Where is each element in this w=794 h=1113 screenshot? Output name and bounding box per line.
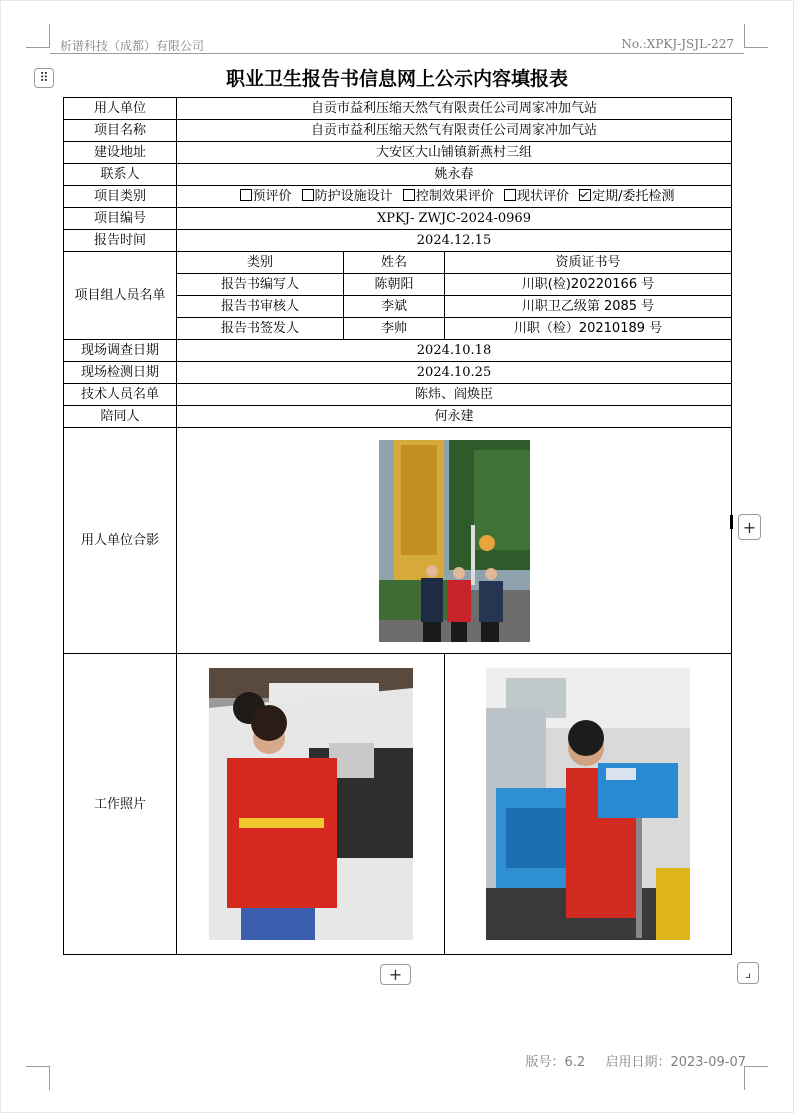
team-name[interactable]: 陈朝阳 (344, 274, 445, 296)
row-address (64, 142, 732, 164)
crop-mark-top-right-h (744, 47, 768, 48)
table-drag-handle-icon[interactable]: ⠿ (34, 68, 54, 88)
checkbox-status-assessment[interactable] (498, 189, 569, 204)
row-work-photos (64, 654, 732, 955)
row-project-type (64, 186, 732, 208)
work-photo-cell-1 (177, 654, 445, 955)
team-name[interactable]: 李帅 (344, 318, 445, 340)
team-role[interactable]: 报告书审核人 (177, 296, 344, 318)
option-label: 防护设施设计 (314, 189, 393, 204)
label-report-date: 报告时间 (64, 230, 177, 252)
label-test-date: 现场检测日期 (64, 362, 177, 384)
row-survey-date (64, 340, 732, 362)
option-label: 现状评价 (516, 189, 569, 204)
crop-mark-top-left-v (49, 24, 50, 48)
row-team-header (64, 252, 732, 274)
header-rule (50, 53, 744, 54)
team-role[interactable]: 报告书签发人 (177, 318, 344, 340)
crop-mark-top-left-h (26, 47, 50, 48)
footer-version: 版号：6.2 (525, 1055, 586, 1070)
label-accompany: 陪同人 (64, 406, 177, 428)
group-photo-cell (177, 428, 732, 654)
checkbox-icon (403, 189, 415, 201)
row-employer (64, 98, 732, 120)
info-table (63, 97, 732, 955)
value-employer[interactable]: 自贡市益利压缩天然气有限责任公司周家冲加气站 (177, 98, 732, 120)
checkbox-pre-assessment[interactable] (234, 189, 292, 204)
crop-mark-top-right-v (744, 24, 745, 48)
document-title: 职业卫生报告书信息网上公示内容填报表 (225, 68, 568, 90)
team-role[interactable]: 报告书编写人 (177, 274, 344, 296)
label-address: 建设地址 (64, 142, 177, 164)
label-survey-date: 现场调查日期 (64, 340, 177, 362)
row-project-no (64, 208, 732, 230)
header-doc-number: No.:XPKJ-JSJL-227 (621, 37, 734, 51)
column-resize-marker[interactable] (730, 515, 733, 529)
row-group-photo (64, 428, 732, 654)
checkbox-icon (504, 189, 516, 201)
team-cert[interactable]: 川职（检）20210189 号 (445, 318, 732, 340)
label-contact: 联系人 (64, 164, 177, 186)
label-work-photos: 工作照片 (64, 654, 177, 955)
work-photo-1[interactable] (209, 668, 413, 940)
label-project-no: 项目编号 (64, 208, 177, 230)
team-cert[interactable]: 川职(检)20220166 号 (445, 274, 732, 296)
label-tech-staff: 技术人员名单 (64, 384, 177, 406)
crop-mark-bottom-left-v (49, 1066, 50, 1090)
row-contact (64, 164, 732, 186)
add-column-button[interactable]: + (738, 514, 761, 540)
label-project-type: 项目类别 (64, 186, 177, 208)
team-header-cert: 资质证书号 (445, 252, 732, 274)
group-photo[interactable] (379, 440, 530, 642)
crop-mark-bottom-left-h (26, 1066, 50, 1067)
label-project-name: 项目名称 (64, 120, 177, 142)
value-address[interactable]: 大安区大山铺镇新燕村三组 (177, 142, 732, 164)
work-photo-2[interactable] (486, 668, 690, 940)
row-report-date (64, 230, 732, 252)
row-accompany (64, 406, 732, 428)
header-company: 析谱科技（成都）有限公司 (60, 39, 205, 53)
team-header-name: 姓名 (344, 252, 445, 274)
option-label: 控制效果评价 (415, 189, 494, 204)
team-cert[interactable]: 川职卫乙级第 2085 号 (445, 296, 732, 318)
checkbox-control-effect[interactable] (397, 189, 494, 204)
checkbox-protection-design[interactable] (296, 189, 393, 204)
checkbox-icon (302, 189, 314, 201)
team-header-role: 类别 (177, 252, 344, 274)
checkbox-periodic-testing[interactable] (573, 189, 674, 204)
value-tech-staff[interactable]: 陈炜、阎焕臣 (177, 384, 732, 406)
add-row-button[interactable]: + (380, 964, 411, 985)
table-resize-corner-icon[interactable]: ⌟ (737, 962, 759, 984)
option-label: 定期/委托检测 (592, 189, 675, 204)
label-group-photo: 用人单位合影 (64, 428, 177, 654)
value-survey-date[interactable]: 2024.10.18 (177, 340, 732, 362)
row-project-name (64, 120, 732, 142)
value-accompany[interactable]: 何永建 (177, 406, 732, 428)
value-contact[interactable]: 姚永春 (177, 164, 732, 186)
checkbox-icon (240, 189, 252, 201)
row-tech-staff (64, 384, 732, 406)
team-name[interactable]: 李斌 (344, 296, 445, 318)
project-type-options (177, 186, 732, 208)
option-label: 预评价 (252, 189, 292, 204)
value-report-date[interactable]: 2024.12.15 (177, 230, 732, 252)
row-test-date (64, 362, 732, 384)
footer-effective-date: 启用日期：2023-09-07 (605, 1055, 746, 1070)
label-employer: 用人单位 (64, 98, 177, 120)
value-test-date[interactable]: 2024.10.25 (177, 362, 732, 384)
footer-info (525, 1051, 746, 1070)
value-project-name[interactable]: 自贡市益利压缩天然气有限责任公司周家冲加气站 (177, 120, 732, 142)
value-project-no[interactable]: XPKJ- ZWJC-2024-0969 (177, 208, 732, 230)
checkbox-checked-icon (579, 189, 591, 201)
label-team: 项目组人员名单 (64, 252, 177, 340)
work-photo-cell-2 (445, 654, 732, 955)
crop-mark-bottom-right-h (744, 1066, 768, 1067)
